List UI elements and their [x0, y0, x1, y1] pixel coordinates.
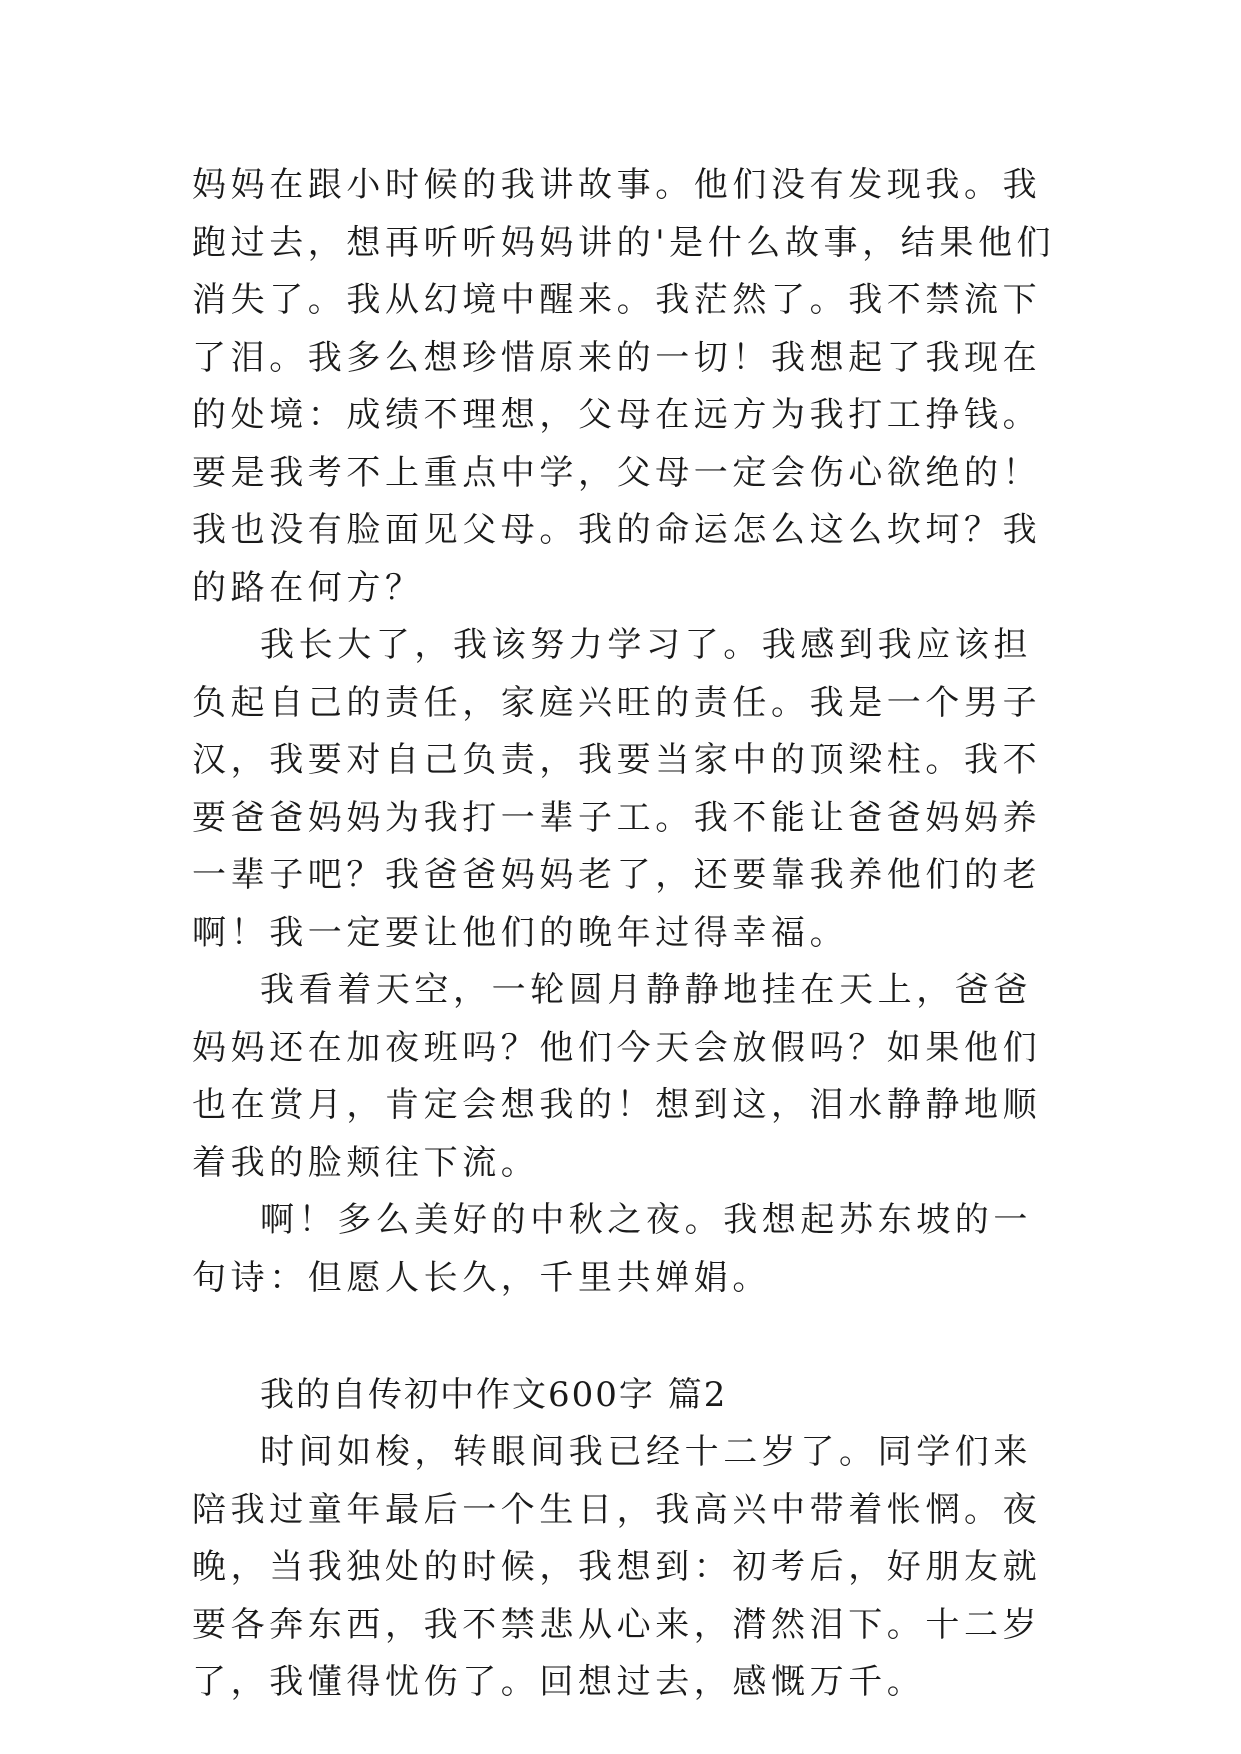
paragraph-2: 我长大了，我该努力学习了。我感到我应该担负起自己的责任，家庭兴旺的责任。我是一个男子汉，我要对自己负责，我要当家中的顶梁柱。我不要爸爸妈妈为我打一辈子工。我不能让爸爸妈妈养一辈子吧？我爸爸妈妈老了，还要靠我养他们的老啊！我一定要让他们的晚年过得幸福。: [192, 625, 1042, 953]
paragraph-3: 我看着天空，一轮圆月静静地挂在天上，爸爸妈妈还在加夜班吗？他们今天会放假吗？如果他们也在赏月，肯定会想我的！想到这，泪水静静地顺着我的脸颊往下流。: [192, 970, 1042, 1183]
paragraph-1: 妈妈在跟小时候的我讲故事。他们没有发现我。我跑过去，想再听听妈妈讲的'是什么故事，结果他们消失了。我从幻境中醒来。我茫然了。我不禁流下了泪。我多么想珍惜原来的一切！我想起了我现在的处境：成绩不理想，父母在远方为我打工挣钱。要是我考不上重点中学，父母一定会伤心欲绝的！我也没有脸面见父母。我的命运怎么这么坎坷？我的路在何方？: [192, 165, 1056, 608]
paragraph-5: 时间如梭，转眼间我已经十二岁了。同学们来陪我过童年最后一个生日，我高兴中带着怅惘。夜晚，当我独处的时候，我想到：初考后，好朋友就要各奔东西，我不禁悲从心来，潸然泪下。十二岁了，我懂得忧伤了。回想过去，感慨万千。: [192, 1432, 1042, 1702]
paragraph-4: 啊！多么美好的中秋之夜。我想起苏东坡的一句诗：但愿人长久，千里共婵娟。: [192, 1200, 1032, 1298]
section-heading: 我的自传初中作文600字 篇2: [260, 1375, 728, 1415]
essay-body-top: [192, 157, 1060, 1307]
essay-body-bottom: [192, 1424, 1060, 1712]
